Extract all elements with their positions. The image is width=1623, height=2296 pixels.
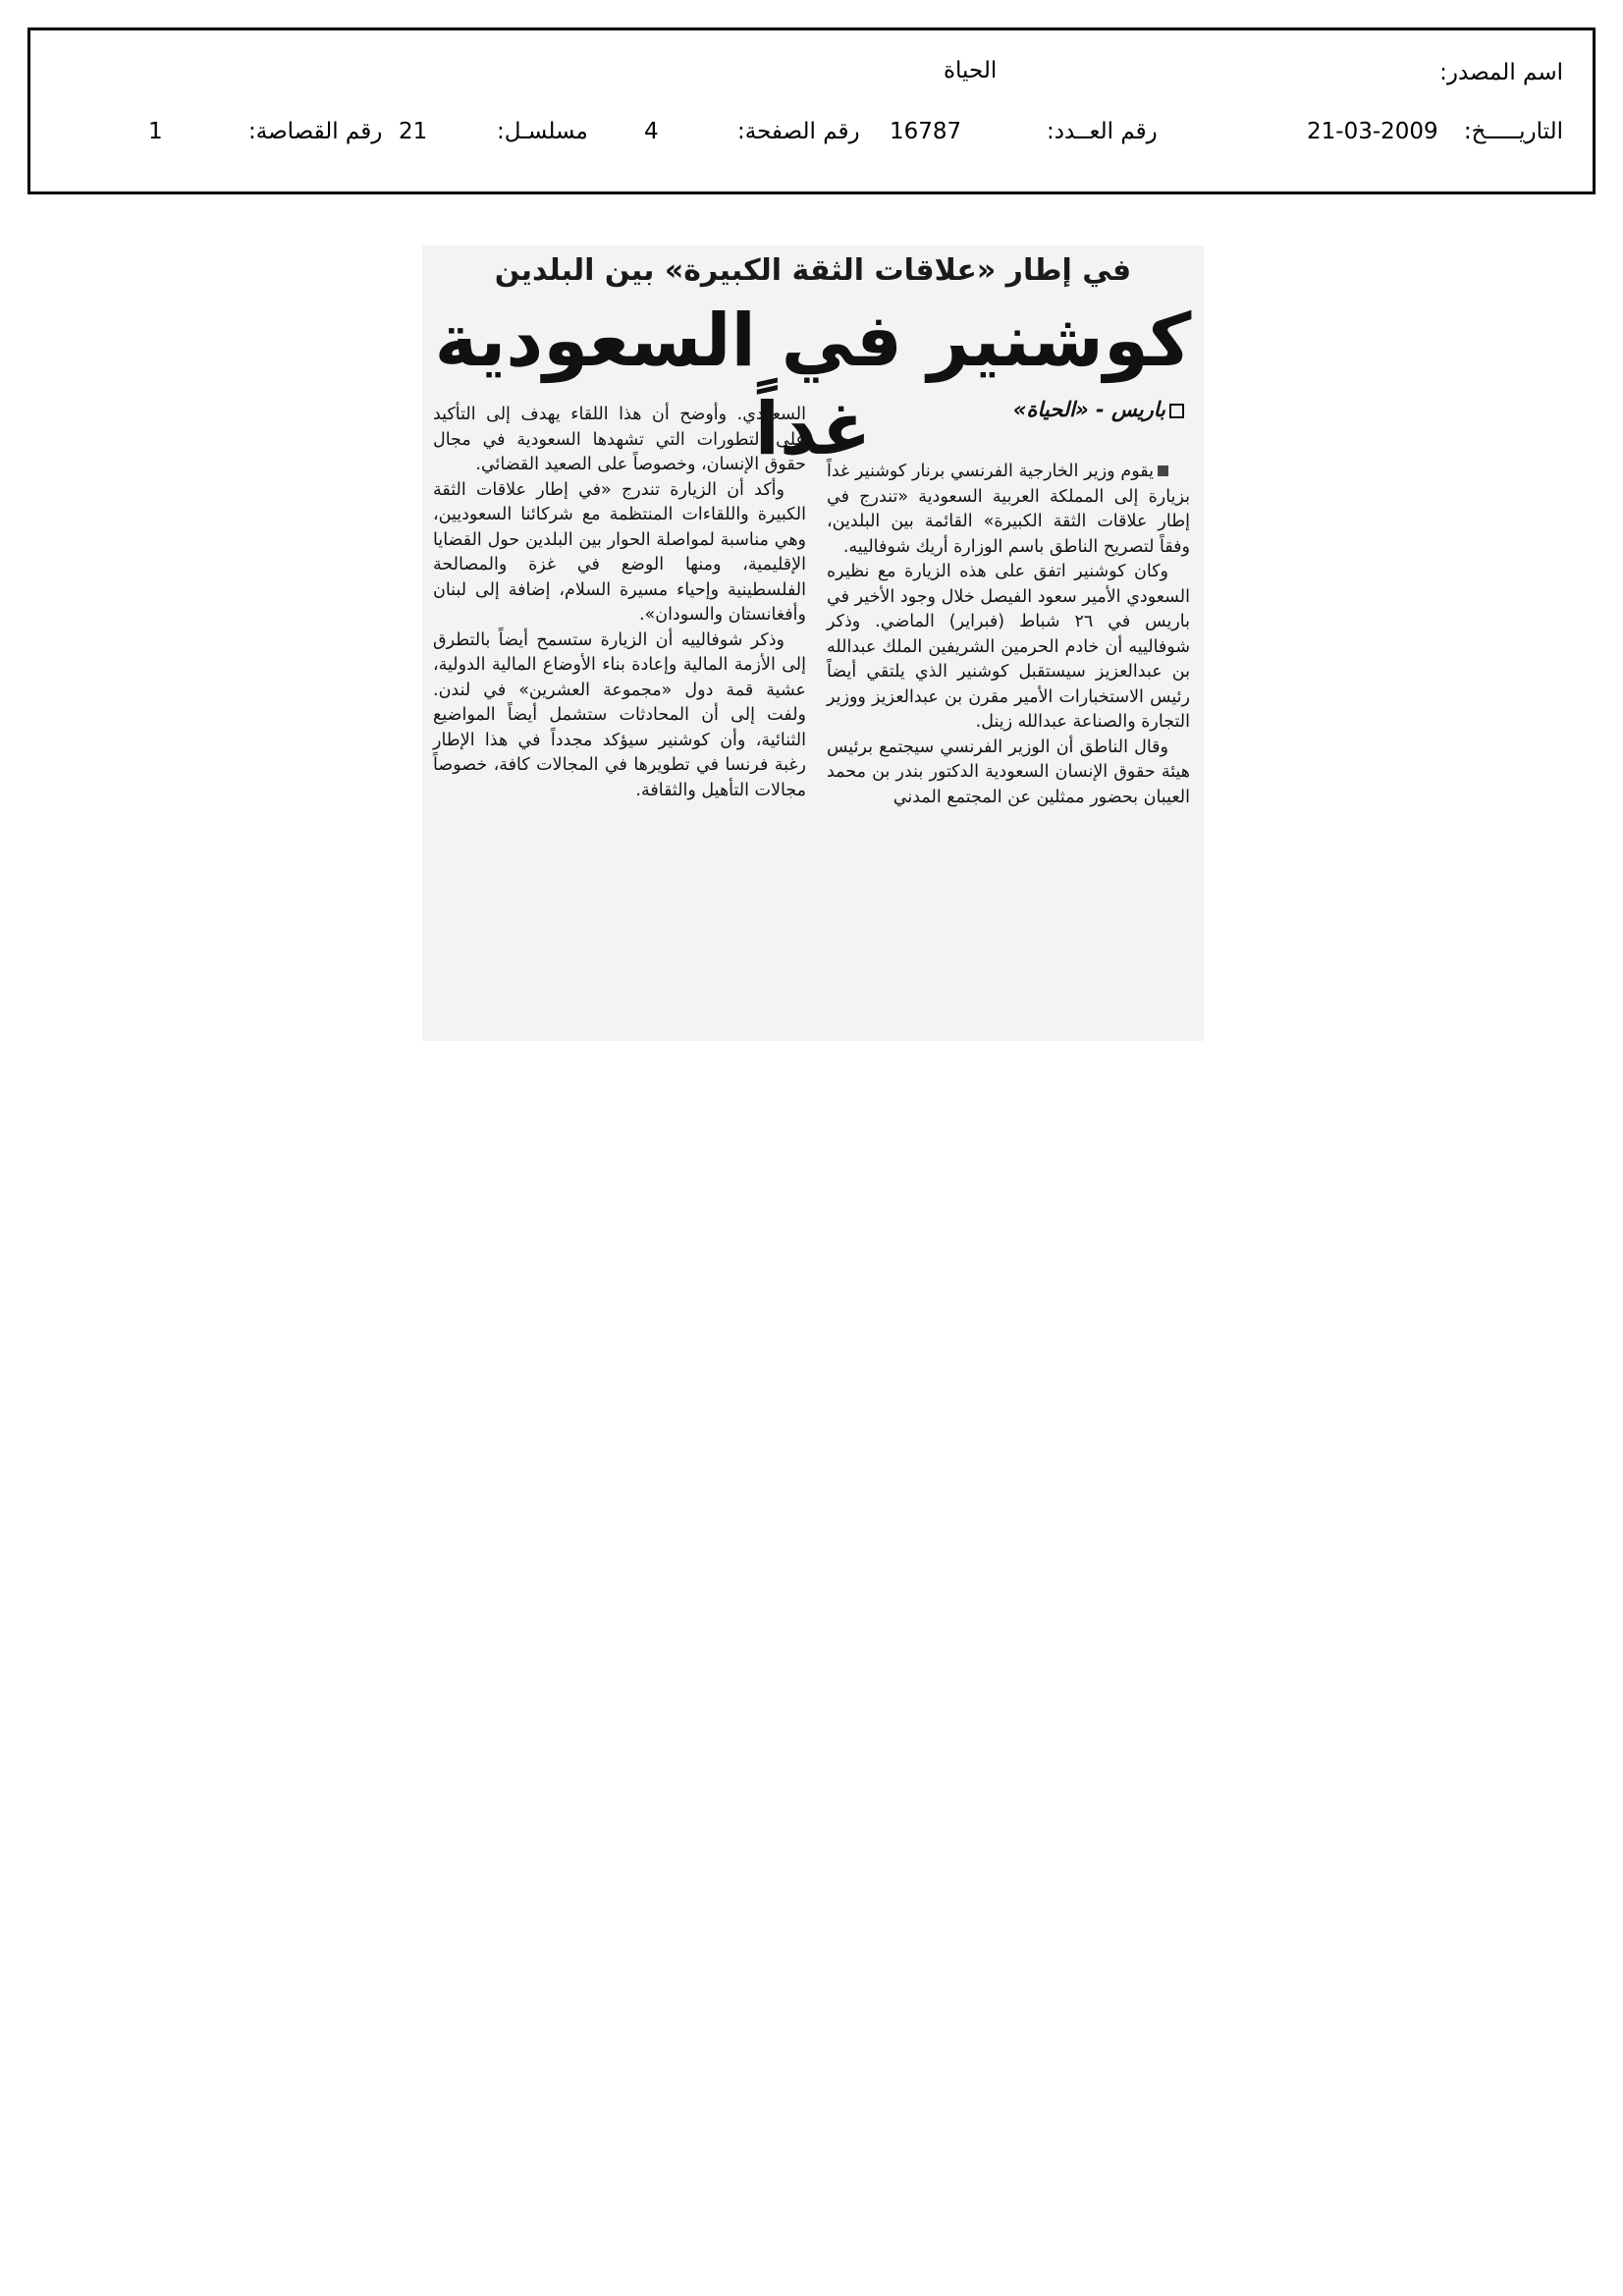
issue-value: 16787 <box>890 119 962 144</box>
paragraph: وذكر شوفالييه أن الزيارة ستسمح أيضاً بالتطرق إلى الأزمة المالية وإعادة بناء الأوضاع المالية الدولية، عشية قمة دول «مجموعة العشرين» في لندن. ولفت إلى أن المحادثات ستشمل أيضاً المواضيع الثنائية، وأن كوشنير سيؤكد مجدداً في هذا الإطار رغبة فرنسا في تطويرها في المجالات كافة، خصوصاً مجالات التأهيل والثقافة. <box>433 629 806 800</box>
page-label: رقم الصفحة: <box>737 119 860 144</box>
square-bullet-icon <box>1169 404 1184 418</box>
serial-label: مسلسـل: <box>497 119 588 144</box>
date-label: التاريـــــخ: <box>1463 119 1563 144</box>
clip-value: 1 <box>148 119 163 144</box>
paragraph: وكان كوشنير اتفق على هذه الزيارة مع نظيره السعودي الأمير سعود الفيصل خلال وجود الأخير في باريس في ٢٦ شباط (فبراير) الماضي. وذكر شوفالييه أن خادم الحرمين الشريفين الملك عبدالله بن عبدالعزيز سيستقبل كوشنير الذي يلتقي أيضاً رئيس الاستخبارات الأمير مقرن بن عبدالعزيز ووزير التجارة والصناعة عبدالله زينل. <box>827 562 1190 732</box>
byline-text: باريس - «الحياة» <box>1012 398 1165 421</box>
clip-label: رقم القصاصة: <box>248 119 383 144</box>
article-headline: كوشنير في السعودية غداً <box>434 299 1192 471</box>
article-kicker: في إطار «علاقات الثقة الكبيرة» بين البلدين <box>494 253 1132 288</box>
paragraph: يقوم وزير الخارجية الفرنسي برنار كوشنير غداً بزيارة إلى المملكة العربية السعودية «تندرج في إطار علاقات الثقة الكبيرة» القائمة بين البلدين، وفقاً لتصريح الناطق باسم الوزارة أريك شوفالييه. <box>827 462 1190 557</box>
newspaper-clipping <box>422 246 1204 1041</box>
serial-value: 21 <box>399 119 428 144</box>
clipping-header <box>27 27 1596 194</box>
article-byline <box>1013 398 1184 421</box>
source-value: الحياة <box>944 58 998 83</box>
source-label: اسم المصدر: <box>1439 60 1563 85</box>
issue-label: رقم العــدد: <box>1047 119 1158 144</box>
paragraph: السعودي. وأوضح أن هذا اللقاء يهدف إلى التأكيد على التطورات التي تشهدها السعودية في مجال حقوق الإنسان، وخصوصاً على الصعيد القضائي. <box>433 405 806 474</box>
article-column-right <box>827 460 1190 810</box>
paragraph: وأكد أن الزيارة تندرج «في إطار علاقات الثقة الكبيرة واللقاءات المنتظمة مع شركائنا السعوديين، وهي مناسبة لمواصلة الحوار بين البلدين حول القضايا الإقليمية، ومنها الوضع في غزة والمصالحة الفلسطينية وإحياء مسيرة السلام، إضافة إلى لبنان وأفغانستان والسودان». <box>433 479 806 625</box>
article-column-left <box>433 403 806 803</box>
page-value: 4 <box>644 119 659 144</box>
paragraph: وقال الناطق أن الوزير الفرنسي سيجتمع برئيس هيئة حقوق الإنسان السعودية الدكتور بندر بن محمد العيبان بحضور ممثلين عن المجتمع المدني <box>827 737 1190 807</box>
bullet-icon <box>1158 465 1168 476</box>
date-value: 21-03-2009 <box>1307 119 1438 144</box>
